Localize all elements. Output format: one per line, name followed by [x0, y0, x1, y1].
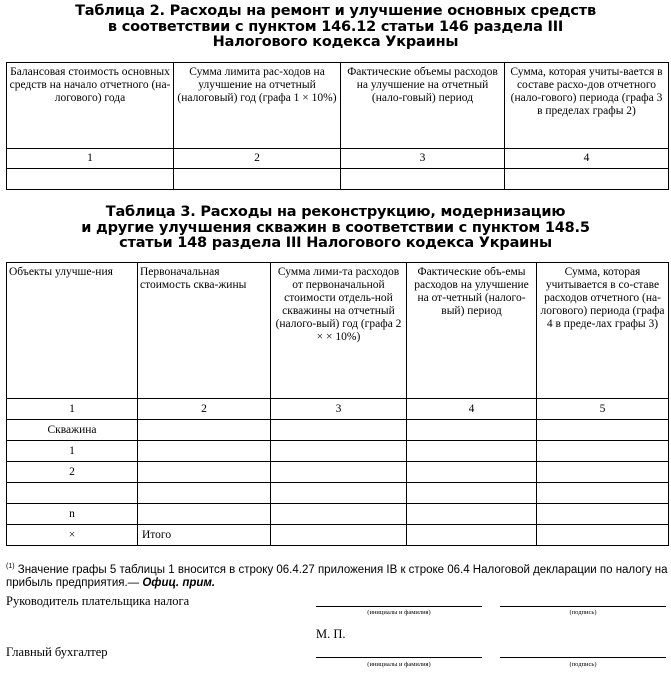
footnote-marker: (1)	[6, 563, 15, 570]
table3-title-line: Таблица 3. Расходы на реконструкцию, модернизацию	[105, 204, 566, 220]
table3-data-cell[interactable]	[138, 441, 271, 462]
table2-header-cell: Сумма, которая учиты-вается в составе расхо-дов отчетного (нало-гового) периода (графа 3 в пределах графы 2)	[505, 63, 669, 149]
table3-data-cell[interactable]	[407, 441, 537, 462]
table3-data-cell[interactable]	[271, 462, 407, 483]
table2-data-cell[interactable]	[505, 169, 669, 190]
head-initials-line[interactable]	[316, 606, 482, 607]
table2-title	[0, 4, 671, 51]
head-signature-caption: (подпись)	[569, 609, 597, 616]
table2	[6, 62, 669, 190]
table3-data-cell[interactable]	[138, 483, 271, 504]
table3-number-cell: 2	[138, 399, 271, 420]
table3-data-cell[interactable]	[271, 441, 407, 462]
table3-header-cell: Объекты улучше-ния	[7, 263, 138, 399]
table3-header-row	[7, 263, 669, 399]
table2-number-cell: 1	[7, 149, 174, 169]
table3-header-cell: Сумма лими-та расходов от первоначальной стоимости отдель-ной скважины на отчетный (налого-вый) год (графа 2 × × 10%)	[271, 263, 407, 399]
table3-data-cell[interactable]	[537, 525, 669, 546]
table2-data-cell[interactable]	[341, 169, 505, 190]
table2-title-line: Таблица 2. Расходы на ремонт и улучшение основных средств	[75, 3, 596, 19]
accountant-signature-line[interactable]	[500, 657, 666, 658]
table3-header-cell: Сумма, которая учитывается в со-ставе расходов отчетного (на-логового) периода (графа 4 в преде-лах графы 3)	[537, 263, 669, 399]
table3-title	[0, 205, 671, 252]
table2-number-cell: 2	[174, 149, 341, 169]
table3-data-cell[interactable]	[271, 504, 407, 525]
accountant-signature-label: Главный бухгалтер	[6, 645, 108, 659]
table3-title-line: статьи 148 раздела III Налогового кодекса Украины	[119, 235, 552, 251]
table3-data-cell[interactable]	[138, 504, 271, 525]
table3-data-cell[interactable]	[407, 420, 537, 441]
table3-data-cell[interactable]	[407, 525, 537, 546]
table2-number-cell: 3	[341, 149, 505, 169]
table2-header-cell: Фактические объемы расходов на улучшение на отчетный (нало-говый) период	[341, 63, 505, 149]
table2-data-row	[7, 169, 669, 190]
table3-data-row	[7, 441, 669, 462]
table3-total-label: Итого	[138, 525, 271, 546]
table3-number-cell: 4	[407, 399, 537, 420]
table3-data-cell[interactable]	[537, 462, 669, 483]
table3-data-cell[interactable]	[537, 441, 669, 462]
head-signature-line[interactable]	[500, 606, 666, 607]
table3-object-cell: n	[7, 504, 138, 525]
table3-object-cell: 1	[7, 441, 138, 462]
accountant-initials-caption: (инициалы и фамилия)	[367, 661, 431, 668]
table3-data-cell[interactable]	[537, 483, 669, 504]
stamp-label: М. П.	[316, 627, 346, 641]
table3-object-cell: 2	[7, 462, 138, 483]
table2-number-row	[7, 149, 669, 169]
table3-header-cell: Первоначальная стоимость сква-жины	[138, 263, 271, 399]
table3-object-cell: Скважина	[7, 420, 138, 441]
table3-data-cell[interactable]	[271, 420, 407, 441]
accountant-signature-caption: (подпись)	[569, 661, 597, 668]
table3-number-cell: 3	[271, 399, 407, 420]
table3-data-row	[7, 504, 669, 525]
table3-data-cell[interactable]	[537, 420, 669, 441]
table2-header-row	[7, 63, 669, 149]
accountant-initials-line[interactable]	[316, 657, 482, 658]
table3-data-cell[interactable]	[138, 420, 271, 441]
table2-title-line: в соответствии с пунктом 146.12 статьи 146 раздела III	[107, 18, 564, 35]
table3-data-cell[interactable]	[271, 483, 407, 504]
table3-data-row	[7, 462, 669, 483]
table3-header-cell: Фактические объ-емы расходов на улучшение на от-четный (налого-вый) период	[407, 263, 537, 399]
table2-data-cell[interactable]	[174, 169, 341, 190]
table3-number-cell: 1	[7, 399, 138, 420]
footnote-emphasis: Офиц. прим.	[142, 577, 216, 590]
table3-object-cell: ×	[7, 525, 138, 546]
table3-total-row	[7, 525, 669, 546]
table2-data-cell[interactable]	[7, 169, 174, 190]
table2-number-cell: 4	[505, 149, 669, 169]
table3-data-cell[interactable]	[407, 483, 537, 504]
head-initials-caption: (инициалы и фамилия)	[367, 609, 431, 616]
table3-data-cell[interactable]	[537, 504, 669, 525]
head-signature-label: Руководитель плательщика налога	[6, 594, 190, 608]
table3-data-row	[7, 483, 669, 504]
table3-data-cell[interactable]	[407, 504, 537, 525]
table3-number-cell: 5	[537, 399, 669, 420]
footnote-text: Значение графы 5 таблицы 1 вносится в строку 06.4.27 приложения IВ к строке 06.4 Налоговой декларации по налогу на прибыль предприятия.—	[6, 563, 668, 590]
table3	[6, 262, 669, 546]
table2-header-cell: Сумма лимита рас-ходов на улучшение на отчетный (налоговый) год (графа 1 × 10%)	[174, 63, 341, 149]
table3-number-row	[7, 399, 669, 420]
table3-object-cell	[7, 483, 138, 504]
table3-title-line: и другие улучшения скважин в соответствии с пунктом 148.5	[81, 219, 590, 236]
table3-data-row	[7, 420, 669, 441]
table3-data-cell[interactable]	[407, 462, 537, 483]
table3-data-cell[interactable]	[271, 525, 407, 546]
table2-header-cell: Балансовая стоимость основных средств на начало отчетного (на-логового) года	[7, 63, 174, 149]
footnote	[6, 560, 668, 591]
table3-data-cell[interactable]	[138, 462, 271, 483]
table2-title-line: Налогового кодекса Украины	[212, 34, 459, 50]
